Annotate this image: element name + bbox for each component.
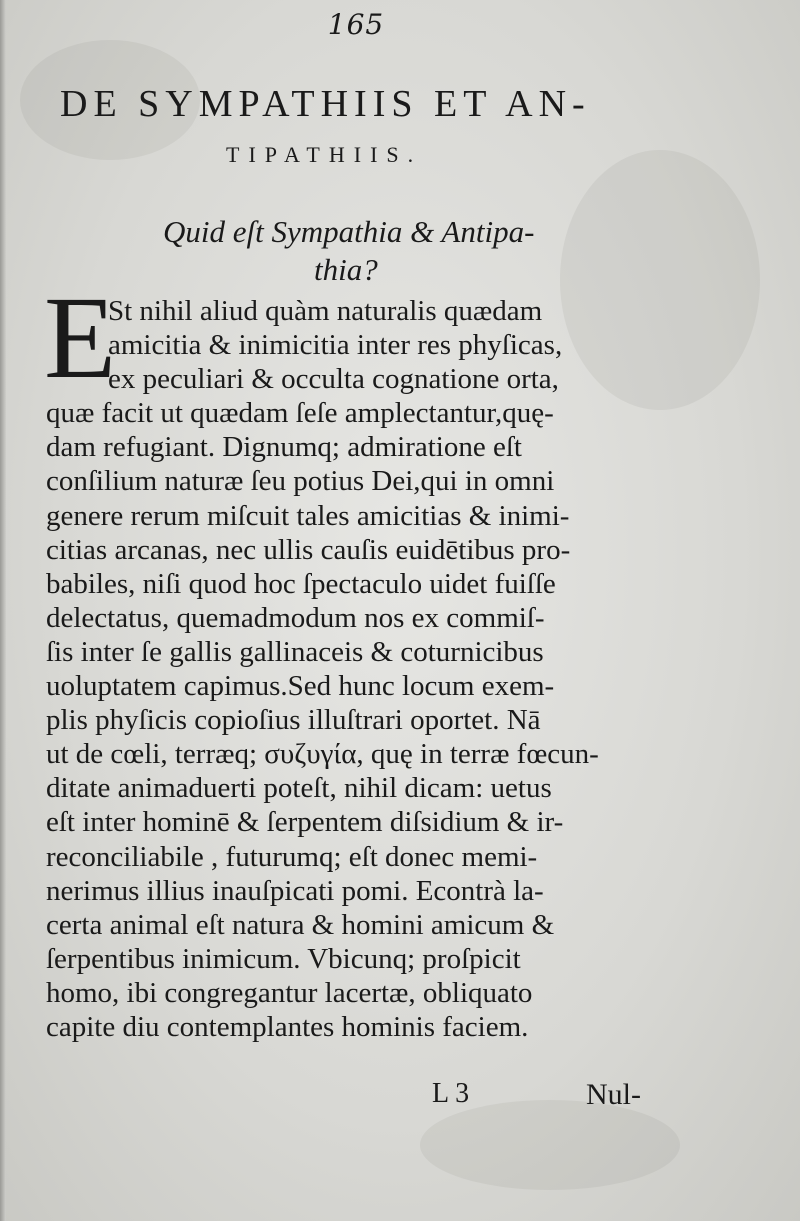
text-line: reconciliabile , futurumq; eſt donec memi- bbox=[46, 840, 538, 873]
text-line: eſt inter hominē & ſerpentem diſsidium & ir- bbox=[46, 806, 564, 839]
chapter-title-line-2: TIPATHIIS. bbox=[226, 142, 423, 167]
body-text bbox=[46, 294, 660, 1044]
drop-cap: E bbox=[44, 290, 117, 390]
text-line: ſerpentibus inimicum. Vbicunq; proſpicit bbox=[46, 942, 521, 975]
text-line: uoluptatem capimus.Sed hunc locum exem- bbox=[46, 670, 555, 703]
text-line: quæ facit ut quædam ſeſe amplectantur,quę- bbox=[46, 397, 554, 430]
chapter-title-line-1: DE SYMPATHIIS ET AN- bbox=[60, 83, 591, 125]
text-line: amicitia & inimicitia inter res phyſicas, bbox=[108, 329, 563, 362]
text-line: conſilium naturæ ſeu potius Dei,qui in omni bbox=[46, 465, 555, 498]
text-line: St nihil aliud quàm naturalis quædam bbox=[108, 295, 543, 327]
text-line: certa animal eſt natura & homini amicum & bbox=[46, 908, 555, 941]
text-line: nerimus illius inauſpicati pomi. Econtrà la- bbox=[46, 874, 544, 907]
text-line: ditate animaduerti poteſt, nihil dicam: uetus bbox=[46, 772, 552, 805]
text-line: dam refugiant. Dignumq; admiratione eſt bbox=[46, 431, 522, 464]
text-line: homo, ibi congregantur lacertæ, obliquato bbox=[46, 976, 533, 1009]
text-line: genere rerum miſcuit tales amicitias & inimi- bbox=[46, 499, 570, 532]
catchword: Nul- bbox=[586, 1078, 641, 1111]
paper-stain bbox=[420, 1100, 680, 1190]
text-line: citias arcanas, nec ullis cauſis euidētibus pro- bbox=[46, 533, 571, 566]
text-line: babiles, niſi quod hoc ſpectaculo uidet fuiſſe bbox=[46, 567, 556, 600]
text-line: capite diu contemplantes hominis faciem. bbox=[46, 1010, 529, 1043]
question-heading-line-1: Quid eſt Sympathia & Antipa- bbox=[163, 214, 535, 249]
text-line: delectatus, quemadmodum nos ex commiſ- bbox=[46, 601, 545, 634]
page-number: 165 bbox=[327, 8, 385, 41]
text-line: plis phyſicis copioſius illuſtrari oportet. Nā bbox=[46, 704, 541, 737]
question-heading-line-2: thia? bbox=[314, 252, 378, 287]
text-line: ex peculiari & occulta cognatione orta, bbox=[108, 363, 559, 396]
signature-mark: L 3 bbox=[432, 1078, 470, 1109]
text-line: ſis inter ſe gallis gallinaceis & coturnicibus bbox=[46, 635, 544, 668]
text-line: ut de cœli, terræq; συζυγία, quę in terræ fœcun- bbox=[46, 738, 599, 771]
